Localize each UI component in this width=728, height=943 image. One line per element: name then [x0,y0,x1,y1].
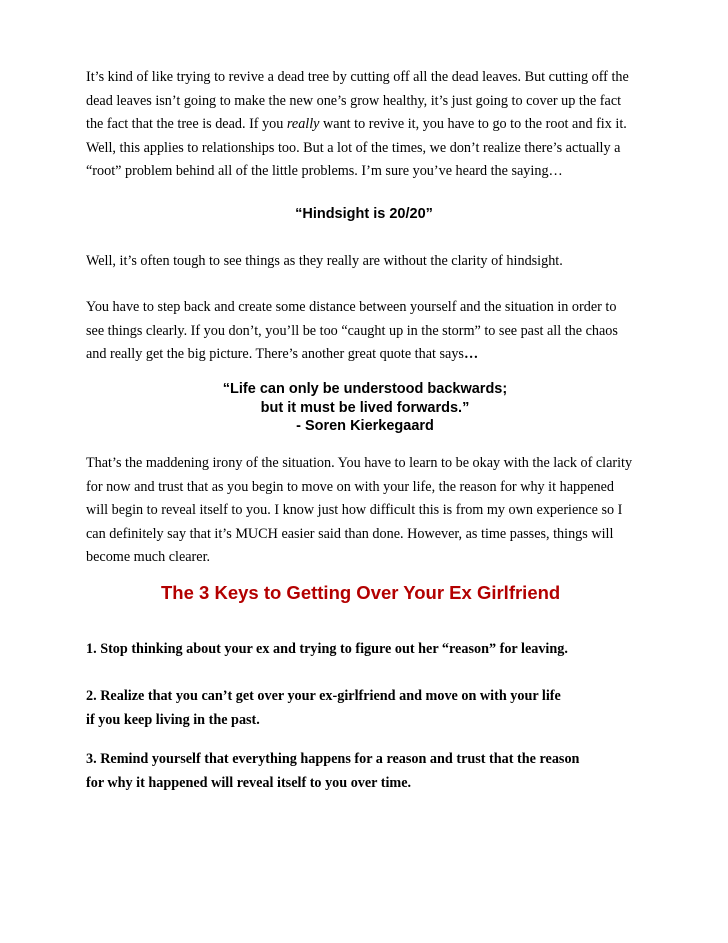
distance-line-2: see things clearly. If you don’t, you’ll be too “caught up in the storm” to see past all the chaos [86,322,618,339]
intro-paragraph [86,66,666,184]
intro-line-3-start: the fact that the tree is dead. If you [86,116,287,132]
irony-line-4: can definitely say that it’s MUCH easier said than done. However, as time passes, things will [86,525,614,542]
kierkegaard-attribution: - Soren Kierkegaard [296,418,434,434]
section-heading: The 3 Keys to Getting Over Your Ex Girlfriend [161,582,561,603]
key-2 [86,685,666,732]
intro-emphasis: really [286,116,320,132]
key-3-line-1: 3. Remind yourself that everything happens for a reason and trust that the reason [86,751,580,767]
key-1 [86,638,666,662]
irony-line-2: for now and trust that as you begin to move on with your life, the reason for why it happened [86,478,614,495]
intro-line-1: It’s kind of like trying to revive a dead tree by cutting off all the dead leaves. But cutting off the [86,69,629,85]
intro-line-4: Well, this applies to relationships too. But a lot of the times, we don’t realize there’s actually a [86,139,621,156]
distance-line-3 [86,343,666,367]
intro-line-3 [86,113,666,137]
irony-paragraph [86,452,666,570]
key-1-text: 1. Stop thinking about your ex and trying to figure out her “reason” for leaving. [86,641,568,657]
distance-paragraph [86,296,666,367]
key-3-line-2: for why it happened will reveal itself to you over time. [86,774,412,791]
clarity-paragraph [86,250,666,274]
key-3 [86,748,666,795]
irony-line-3: will begin to reveal itself to you. I know just how difficult this is from my own experience so I [86,502,623,518]
irony-line-5: become much clearer. [86,549,211,565]
distance-line-1: You have to step back and create some distance between yourself and the situation in order to [86,299,617,315]
kierkegaard-quote [0,380,728,436]
hindsight-quote: “Hindsight is 20/20” [295,206,433,222]
kierkegaard-quote-line-1: “Life can only be understood backwards; [222,381,508,397]
distance-line-3-text: and really get the big picture. There’s another great quote that says [86,346,464,362]
irony-line-1: That’s the maddening irony of the situation. You have to learn to be okay with the lack of clarity [86,455,633,471]
intro-line-5: “root” problem behind all of the little problems. I’m sure you’ve heard the saying… [86,163,563,179]
intro-line-3-end: want to revive it, you have to go to the root and fix it. [319,116,627,132]
intro-line-2: dead leaves isn’t going to make the new one’s grow healthy, it’s just going to cover up the fact [86,92,622,109]
distance-ellipsis: … [463,346,479,362]
key-2-line-2: if you keep living in the past. [86,711,260,728]
clarity-line: Well, it’s often tough to see things as they really are without the clarity of hindsight. [86,253,563,269]
kierkegaard-quote-line-2: but it must be lived forwards.” [260,399,470,416]
key-2-line-1: 2. Realize that you can’t get over your ex-girlfriend and move on with your life [86,688,561,704]
